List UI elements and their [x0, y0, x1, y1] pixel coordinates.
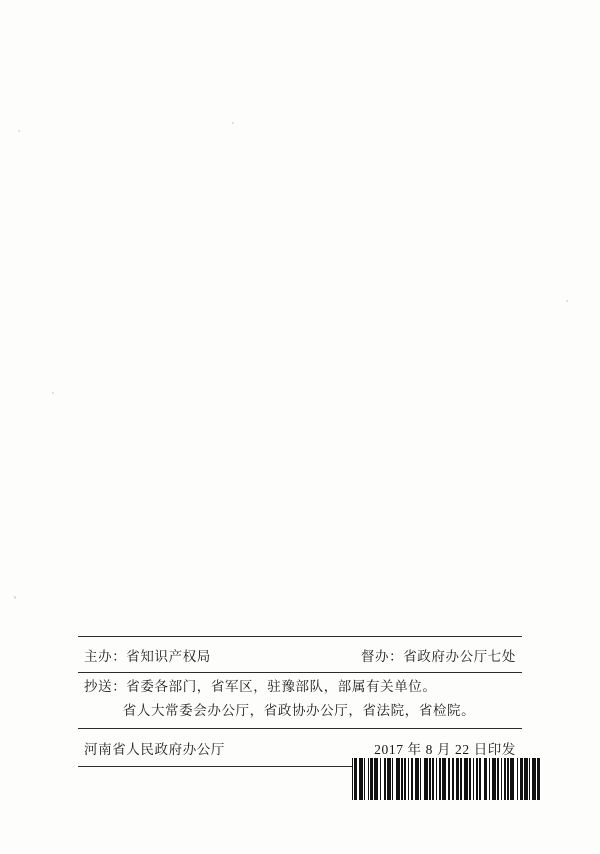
scan-speck [18, 130, 20, 132]
document-footer [78, 636, 522, 767]
issuer-name: 河南省人民政府办公厅 [84, 742, 225, 758]
cc-recipients-line-2: 省人大常委会办公厅，省政协办公厅，省法院，省检院。 [122, 702, 476, 718]
cc-recipients-line-1: 抄送：省委各部门，省军区，驻豫部队，部属有关单位。 [84, 679, 437, 694]
scan-speck [52, 392, 54, 394]
issue-date: 2017 年 8 月 22 日印发 [374, 742, 516, 758]
footer-primary-row [78, 637, 522, 672]
scan-speck [566, 300, 568, 302]
sponsor-label: 主办：省知识产权局 [84, 649, 211, 664]
barcode-bars [352, 758, 542, 800]
document-barcode [352, 758, 542, 800]
scan-speck [14, 596, 16, 599]
cc-recipients-block [78, 673, 522, 728]
scan-speck [232, 122, 234, 124]
supervisor-label: 督办：省政府办公厅七处 [360, 649, 516, 664]
